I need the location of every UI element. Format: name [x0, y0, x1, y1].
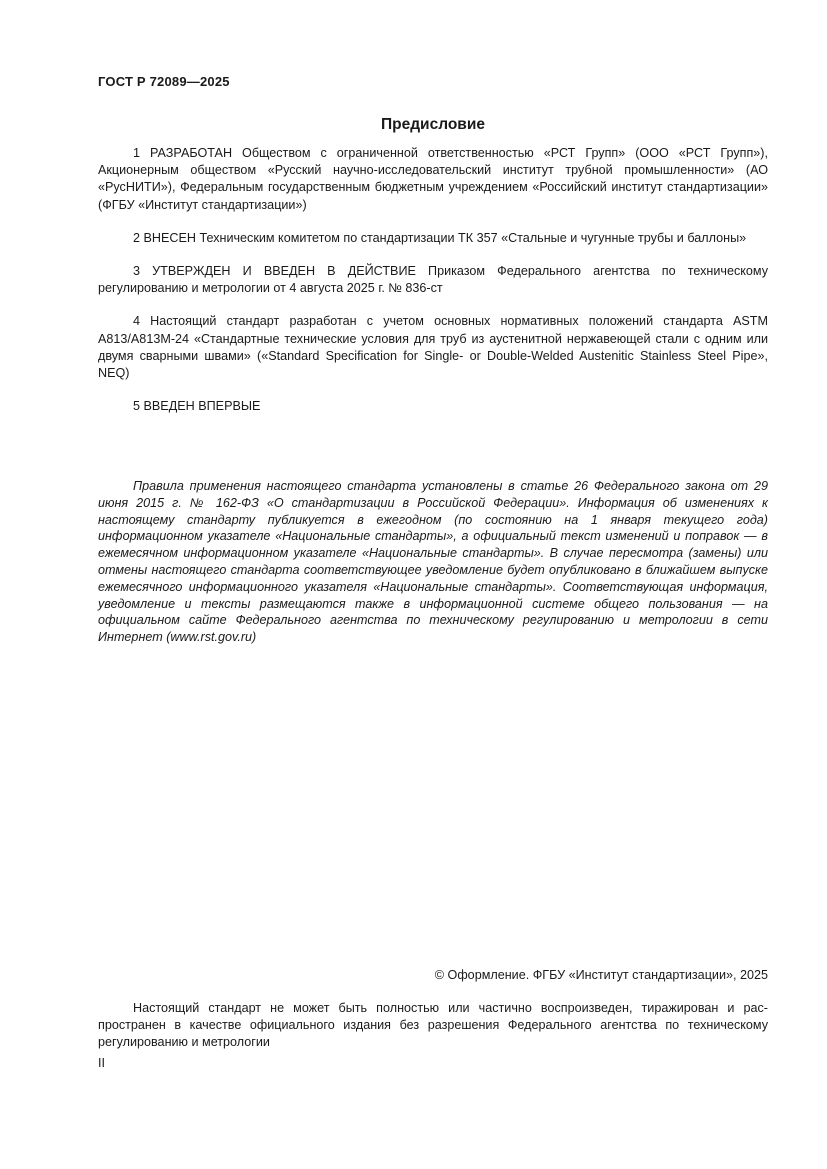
- reproduction-rights-notice: Настоящий стандарт не может быть полностью или частично воспроизведен, тиражирован и распространен в качестве официального издания без разрешения Федерального агентства по техническому регулированию и метрологии: [98, 1001, 768, 1049]
- page-number: II: [98, 1056, 105, 1070]
- foreword-item-basis: 4 Настоящий стандарт разработан с учетом основных нормативных положений стандарта ASTM A813/A813M-24 «Стандартные технические условия для труб из аустенитной нержавеющей стали с одним или двумя сварными швами» («Standard Specification for Single- or Double-Welded Austenitic Stainless Steel Pipe», NEQ): [98, 314, 768, 381]
- copyright-line: © Оформление. ФГБУ «Институт стандартизации», 2025: [434, 968, 768, 982]
- application-rules-notice: Правила применения настоящего стандарта установлены в статье 26 Федерального закона от 29 июня 2015 г. № 162-ФЗ «О стандартизации в Российской Федерации». Информация об изменениях к настоящему стандарту публикуется в ежегодном (по состоянию на 1 января текущего года) информационном указателе «Национальные стандарты», а официальный текст изменений и поправок — в ежемесячном информационном указателе «Национальные стандарты». В случае пересмотра (замены) или отмены настоящего стандарта соответствующее уведомление будет опубликовано в ближайшем выпуске ежемесячного информационного указателя «Национальные стандарты». Соответствующая информация, уведомление и тексты размещаются также в информационной системе общего пользования — на официальном сайте Федерального агентства по техническому регулированию и метрологии в сети Интернет (www.rst.gov.ru): [98, 479, 768, 645]
- foreword-list: [98, 145, 768, 431]
- foreword-item-first-introduced: 5 ВВЕДЕН ВПЕРВЫЕ: [133, 399, 261, 414]
- foreword-item-submitted: 2 ВНЕСЕН Техническим комитетом по стандартизации ТК 357 «Стальные и чугунные трубы и баллоны»: [133, 230, 747, 245]
- page-title: Предисловие: [380, 116, 485, 133]
- foreword-item-developed: 1 РАЗРАБОТАН Обществом с ограниченной ответственностью «РСТ Групп» (ООО «РСТ Групп»), Акционерным обществом «Русский научно-исследовательский институт трубной промышленности» (АО «РусНИТИ»), Федеральным государственным бюджетным учреждением «Российский институт стандартизации» (ФГБУ «Институт стандартизации»): [98, 146, 768, 212]
- standard-code: ГОСТ Р 72089—2025: [98, 74, 230, 89]
- foreword-item-approved: 3 УТВЕРЖДЕН И ВВЕДЕН В ДЕЙСТВИЕ Приказом Федерального агентства по техническому регулированию и метрологии от 4 августа 2025 г. № 836-ст: [98, 264, 768, 296]
